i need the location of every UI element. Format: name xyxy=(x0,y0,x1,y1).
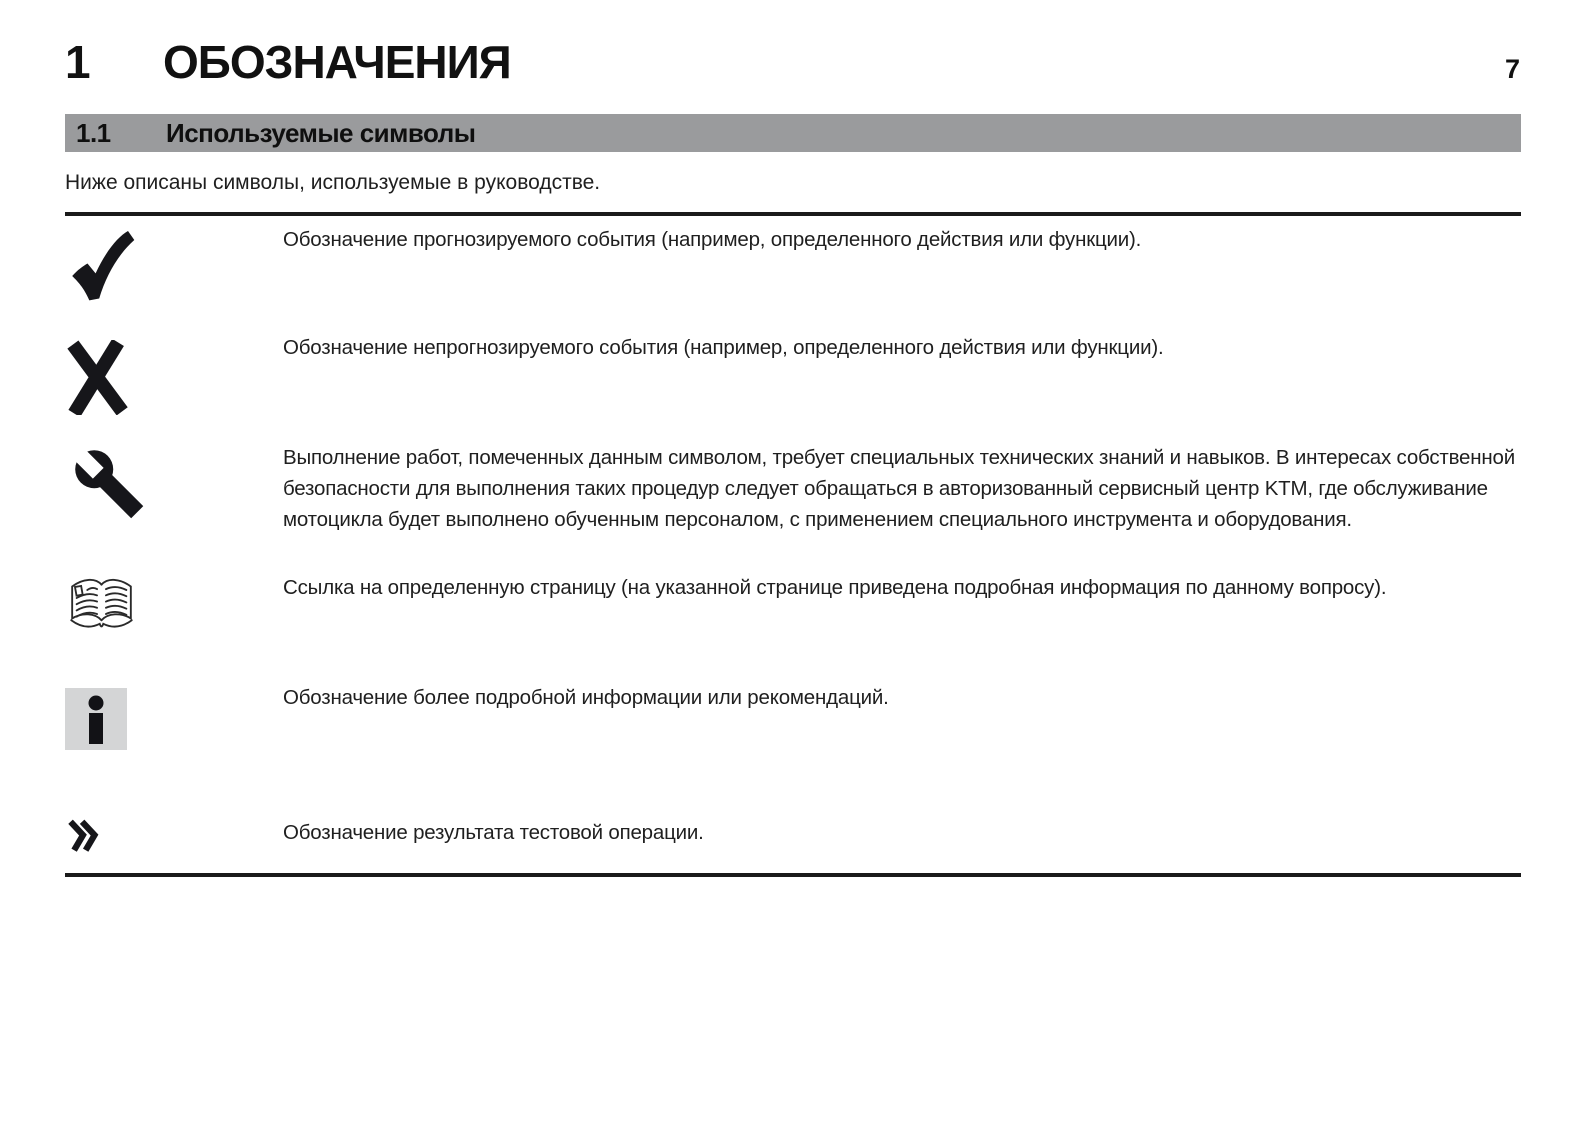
symbol-row xyxy=(65,564,1521,674)
symbol-icon-cell xyxy=(65,442,283,522)
symbol-row xyxy=(65,434,1521,564)
result-chevrons-icon xyxy=(67,819,99,853)
page-number: 7 xyxy=(1504,54,1520,84)
symbol-row xyxy=(65,216,1521,324)
info-icon xyxy=(65,688,127,750)
symbol-row xyxy=(65,674,1521,809)
symbol-icon-cell xyxy=(65,682,283,750)
intro-text: Ниже описаны символы, используемые в руководстве. xyxy=(65,171,601,195)
symbols-table xyxy=(65,212,1521,877)
chapter-number: 1 xyxy=(65,36,90,88)
symbol-icon-cell xyxy=(65,817,283,853)
symbol-row xyxy=(65,809,1521,873)
section-number: 1.1 xyxy=(76,117,111,148)
symbol-description: Обозначение результата тестовой операции. xyxy=(283,821,704,845)
symbol-description: Выполнение работ, помеченных данным символом, требует специальных технических знаний и навыков. В интересах собственной безопасности для выполнения таких процедур следует обращаться в авторизованный сервисный центр KTM, где обслуживание мотоцикла будет выполнено обученным персоналом, с применением специального инструмента и оборудования. xyxy=(283,446,1515,532)
chapter-title: ОБОЗНАЧЕНИЯ xyxy=(163,36,511,88)
section-title: Используемые символы xyxy=(166,117,476,148)
symbol-icon-cell xyxy=(65,332,283,415)
symbol-icon-cell xyxy=(65,224,283,306)
symbol-icon-cell xyxy=(65,572,283,638)
symbol-rows xyxy=(65,216,1521,873)
symbol-description: Обозначение непрогнозируемого события (например, определенного действия или функции). xyxy=(283,336,1164,360)
cross-icon xyxy=(65,340,131,415)
wrench-icon xyxy=(65,446,153,522)
symbol-description: Обозначение более подробной информации или рекомендаций. xyxy=(283,686,889,710)
page-content xyxy=(65,0,1521,877)
symbol-description: Обозначение прогнозируемого события (например, определенного действия или функции). xyxy=(283,228,1142,252)
section-heading-bar xyxy=(65,114,1521,152)
chapter-header xyxy=(65,38,1521,86)
open-book-icon xyxy=(65,574,138,638)
symbol-row xyxy=(65,324,1521,434)
symbol-description: Ссылка на определенную страницу (на указанной странице приведена подробная информация по данному вопросу). xyxy=(283,576,1387,600)
checkmark-icon xyxy=(65,229,137,306)
